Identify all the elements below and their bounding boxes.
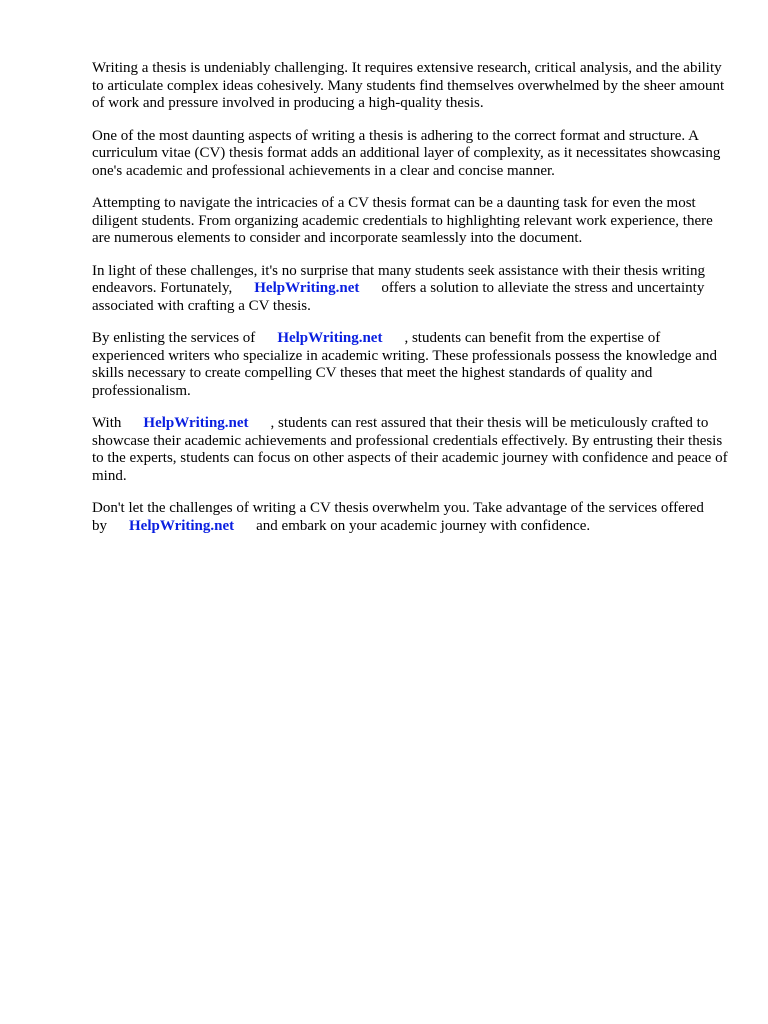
paragraph-assurance-text-before: With (92, 415, 122, 431)
paragraph-intricacies (92, 195, 732, 248)
paragraph-intricacies-text: Attempting to navigate the intricacies of a CV thesis format can be a daunting task for even the most diligent students. From organizing academic credentials to highlighting relevant work experience, there are numerous elements to consider and incorporate seamlessly into the document. (92, 195, 713, 246)
paragraph-assurance (92, 415, 732, 485)
paragraph-assurance-text-after: , students can rest assured that their thesis will be meticulously crafted to showcase their academic achievements and professional credentials effectively. By entrusting their thesis to the experts, students can focus on other aspects of their academic journey with confidence and peace of mind. (92, 415, 728, 484)
paragraph-assistance-text-before: In light of these challenges, it's no surprise that many students seek assistance with their thesis writing endeavors. Fortunately, (92, 262, 706, 296)
paragraph-assistance (92, 263, 732, 316)
paragraph-assistance-text-after: offers a solution to alleviate the stress and uncertainty associated with crafting a CV thesis. (92, 280, 705, 314)
helpwriting-link-4[interactable]: HelpWriting.net (129, 517, 235, 534)
paragraph-services-text-before: By enlisting the services of (92, 330, 256, 346)
paragraph-intro (92, 60, 732, 113)
helpwriting-link-3[interactable]: HelpWriting.net (143, 415, 249, 431)
paragraph-closing-text-before: Don't let the challenges of writing a CV thesis overwhelm you. Take advantage of the services offered by (92, 500, 704, 534)
paragraph-closing (92, 500, 732, 535)
paragraph-intro-text: Writing a thesis is undeniably challenging. It requires extensive research, critical analysis, and the ability to articulate complex ideas cohesively. Many students find themselves overwhelmed by the sheer amount of work and pressure involved in producing a high-quality thesis. (92, 60, 725, 111)
paragraph-services (92, 330, 732, 400)
paragraph-format-text: One of the most daunting aspects of writing a thesis is adhering to the correct format and structure. A curriculum vitae (CV) thesis format adds an additional layer of complexity, as it necessitates showcasing one's academic and professional achievements in a clear and concise manner. (92, 127, 721, 179)
document-body (92, 60, 732, 550)
paragraph-services-text-after: , students can benefit from the expertise of experienced writers who specialize in academic writing. These professionals possess the knowledge and skills necessary to create compelling CV theses that meet the highest standards of quality and professionalism. (92, 330, 717, 399)
paragraph-format (92, 128, 732, 181)
helpwriting-link-2[interactable]: HelpWriting.net (277, 330, 383, 346)
helpwriting-link-1[interactable]: HelpWriting.net (254, 280, 360, 296)
paragraph-closing-text-after: and embark on your academic journey with confidence. (256, 517, 591, 534)
